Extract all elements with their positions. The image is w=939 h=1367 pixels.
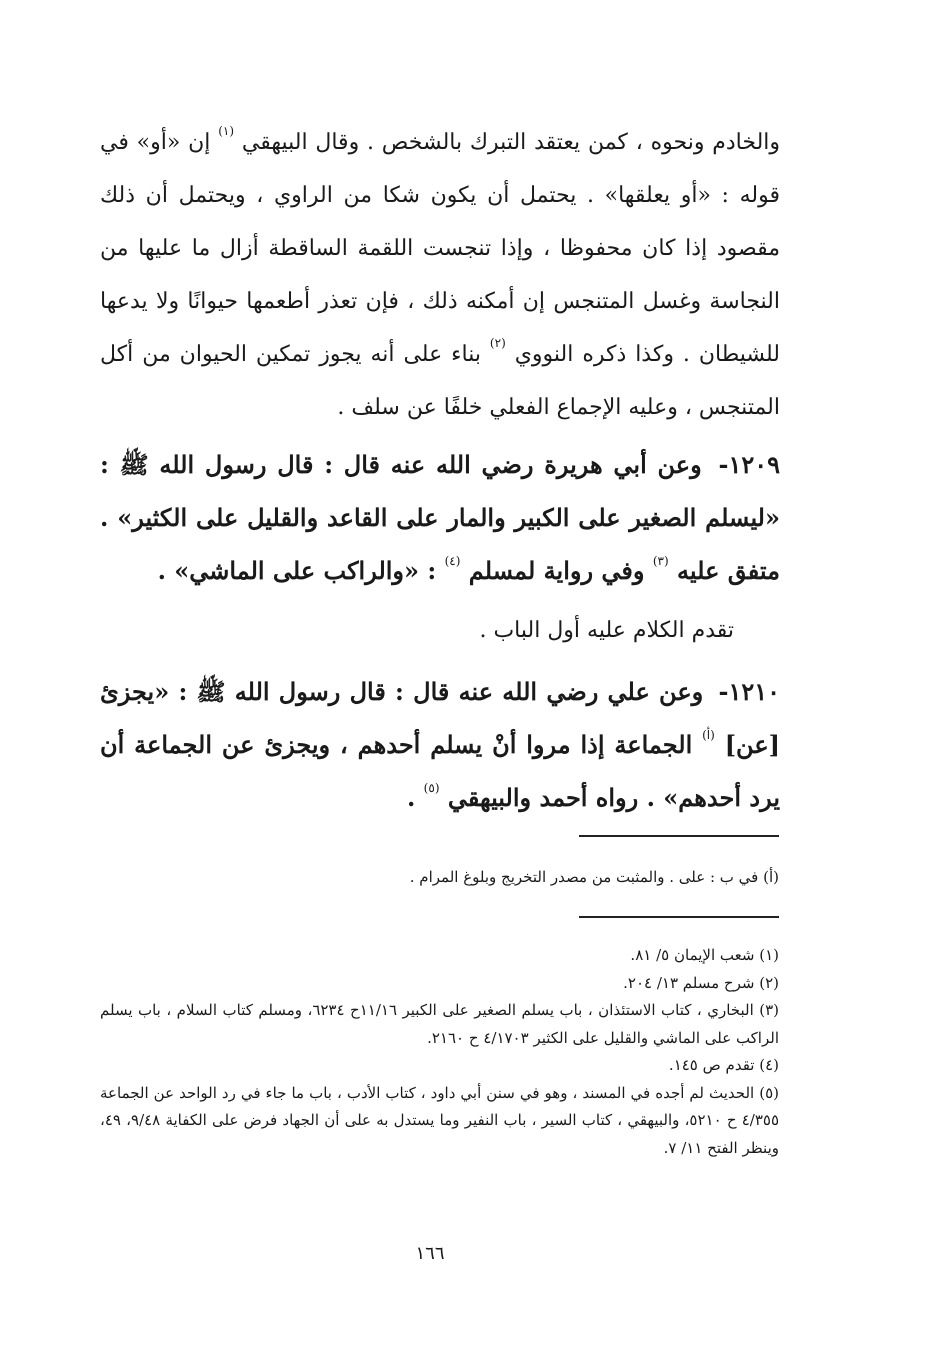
footnote-ref-5: (٥) — [423, 781, 440, 795]
hadith-1209 — [100, 438, 780, 597]
footnote-divider-top — [579, 835, 779, 837]
footnote-5: (٥) الحديث لم أجده في المسند ، وهو في سنن أبي داود ، كتاب الأدب ، باب ما جاء في رد الواحد عن الجماعة ٤/٣٥٥ ح ٥٢١٠، والبيهقي ، كتاب السير ، باب النفير وما يستدل به على أن الجهاد فرض على الكفاية ٩/٤٨، ٤٩، وينظر الفتح ١١/ ٧. — [100, 1083, 780, 1157]
intro-text-2: إن «أو» في قوله : «أو يعلقها» . يحتمل أن يكون شكا من الراوي ، ويحتمل أن ذلك مقصود إذا كان محفوظا ، وإذا تنجست اللقمة الساقطة أزال ما عليها من النجاسة وغسل المتنجس إن أمكنه ذلك ، فإن تعذر أطعمها حيوانًا ولا يدعها للشيطان . وكذا ذكره النووي — [100, 130, 780, 367]
footnote-3: (٣) البخاري ، كتاب الاستئذان ، باب يسلم الصغير على الكبير ١١/١٦ح ٦٢٣٤، ومسلم كتاب السلام ، باب يسلم الراكب على الماشي والقليل على الكثير ٤/١٧٠٣ ح ٢١٦٠. — [100, 1001, 779, 1047]
hadith-1210-text-3: . — [406, 783, 416, 812]
hadith-1209-text-2: وفي رواية لمسلم — [468, 556, 645, 585]
textual-variant-note: (أ) في ب : على . والمثبت من مصدر التخريج وبلوغ المرام . — [409, 868, 779, 886]
page-number: ١٦٦ — [415, 1243, 445, 1264]
footnote-4: (٤) تقدم ص ١٤٥. — [668, 1056, 779, 1074]
hadith-number-1209: ١٢٠٩- — [718, 450, 780, 479]
footnote-ref-a: (أ) — [702, 728, 715, 742]
footnote-ref-3: (٣) — [652, 554, 669, 568]
comment-1209: تقدم الكلام عليه أول الباب . — [479, 618, 734, 643]
footnote-ref-2: (٢) — [489, 336, 506, 350]
intro-paragraph — [100, 116, 780, 434]
hadith-1209-text-3: : «والراكب على الماشي» . — [157, 556, 437, 585]
hadith-1210 — [100, 665, 780, 824]
hadith-1209-text-1: وعن أبي هريرة رضي الله عنه قال : قال رسول الله ﷺ : «ليسلم الصغير على الكبير والمار على القاعد والقليل على الكثير» . متفق عليه — [100, 450, 780, 585]
footnote-divider-bottom — [579, 916, 779, 918]
hadith-1210-text-1: وعن علي رضي الله عنه قال : قال رسول الله ﷺ : «يجزئ [عن] — [100, 677, 780, 759]
footnote-2: (٢) شرح مسلم ١٣/ ٢٠٤. — [623, 973, 779, 992]
intro-text-3: بناء على أنه يجوز تمكين الحيوان من أكل المتنجس ، وعليه الإجماع الفعلي خلفًا عن سلف . — [100, 342, 780, 420]
footnote-ref-1: (١) — [218, 124, 235, 138]
footnote-1: (١) شعب الإيمان ٥/ ٨١. — [630, 946, 779, 964]
footnotes-list — [100, 942, 779, 1162]
intro-text-1: والخادم ونحوه ، كمن يعتقد التبرك بالشخص . وقال البيهقي — [241, 130, 781, 155]
hadith-1210-text-2: الجماعة إذا مروا أنْ يسلم أحدهم ، ويجزئ عن الجماعة أن يرد أحدهم» . رواه أحمد والبيهقي — [100, 730, 780, 812]
hadith-number-1210: ١٢١٠- — [718, 677, 781, 706]
footnote-ref-4: (٤) — [444, 554, 461, 568]
